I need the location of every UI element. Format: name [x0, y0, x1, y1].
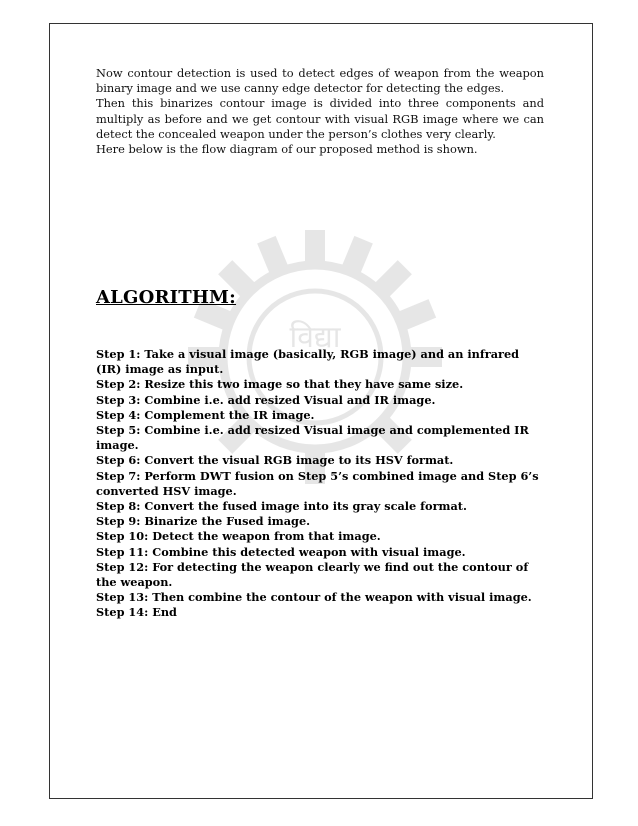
algorithm-step: Step 3: Combine i.e. add resized Visual and IR image. — [96, 392, 436, 407]
algorithm-step: Step 5: Combine i.e. add resized Visual image and complemented IR image. — [96, 423, 529, 453]
algorithm-step: Step 8: Convert the fused image into its gray scale format. — [96, 499, 467, 514]
watermark-text: विद्या — [289, 320, 341, 355]
intro-paragraph: Now contour detection is used to detect edges of weapon from the weapon binary image and we use canny edge detector for detecting the edges. — [96, 66, 544, 96]
algorithm-step: Step 14: End — [96, 605, 177, 620]
algorithm-step: Step 12: For detecting the weapon clearly we find out the contour of the weapon. — [96, 559, 529, 590]
intro-paragraph: Here below is the flow diagram of our proposed method is shown. — [96, 142, 478, 157]
algorithm-step: Step 13: Then combine the contour of the weapon with visual image. — [96, 590, 532, 605]
algorithm-step: Step 10: Detect the weapon from that image. — [96, 529, 381, 544]
intro-text — [96, 66, 544, 157]
algorithm-step: Step 1: Take a visual image (basically, RGB image) and an infrared (IR) image as input. — [96, 347, 520, 377]
algorithm-step: Step 2: Resize this two image so that they have same size. — [96, 377, 464, 392]
algorithm-step: Step 4: Complement the IR image. — [96, 407, 315, 422]
algorithm-heading: ALGORITHM: — [96, 287, 237, 308]
algorithm-steps — [96, 347, 546, 621]
algorithm-step: Step 6: Convert the visual RGB image to its HSV format. — [96, 453, 454, 468]
intro-paragraph: Then this binarizes contour image is divided into three components and multiply as before and we get contour with visual RGB image where we can detect the concealed weapon under the person’s clothes very clearly. — [96, 96, 544, 141]
algorithm-step: Step 7: Perform DWT fusion on Step 5’s combined image and Step 6’s converted HSV image. — [96, 468, 539, 498]
algorithm-step: Step 11: Combine this detected weapon with visual image. — [96, 544, 466, 559]
algorithm-step: Step 9: Binarize the Fused image. — [96, 514, 311, 529]
